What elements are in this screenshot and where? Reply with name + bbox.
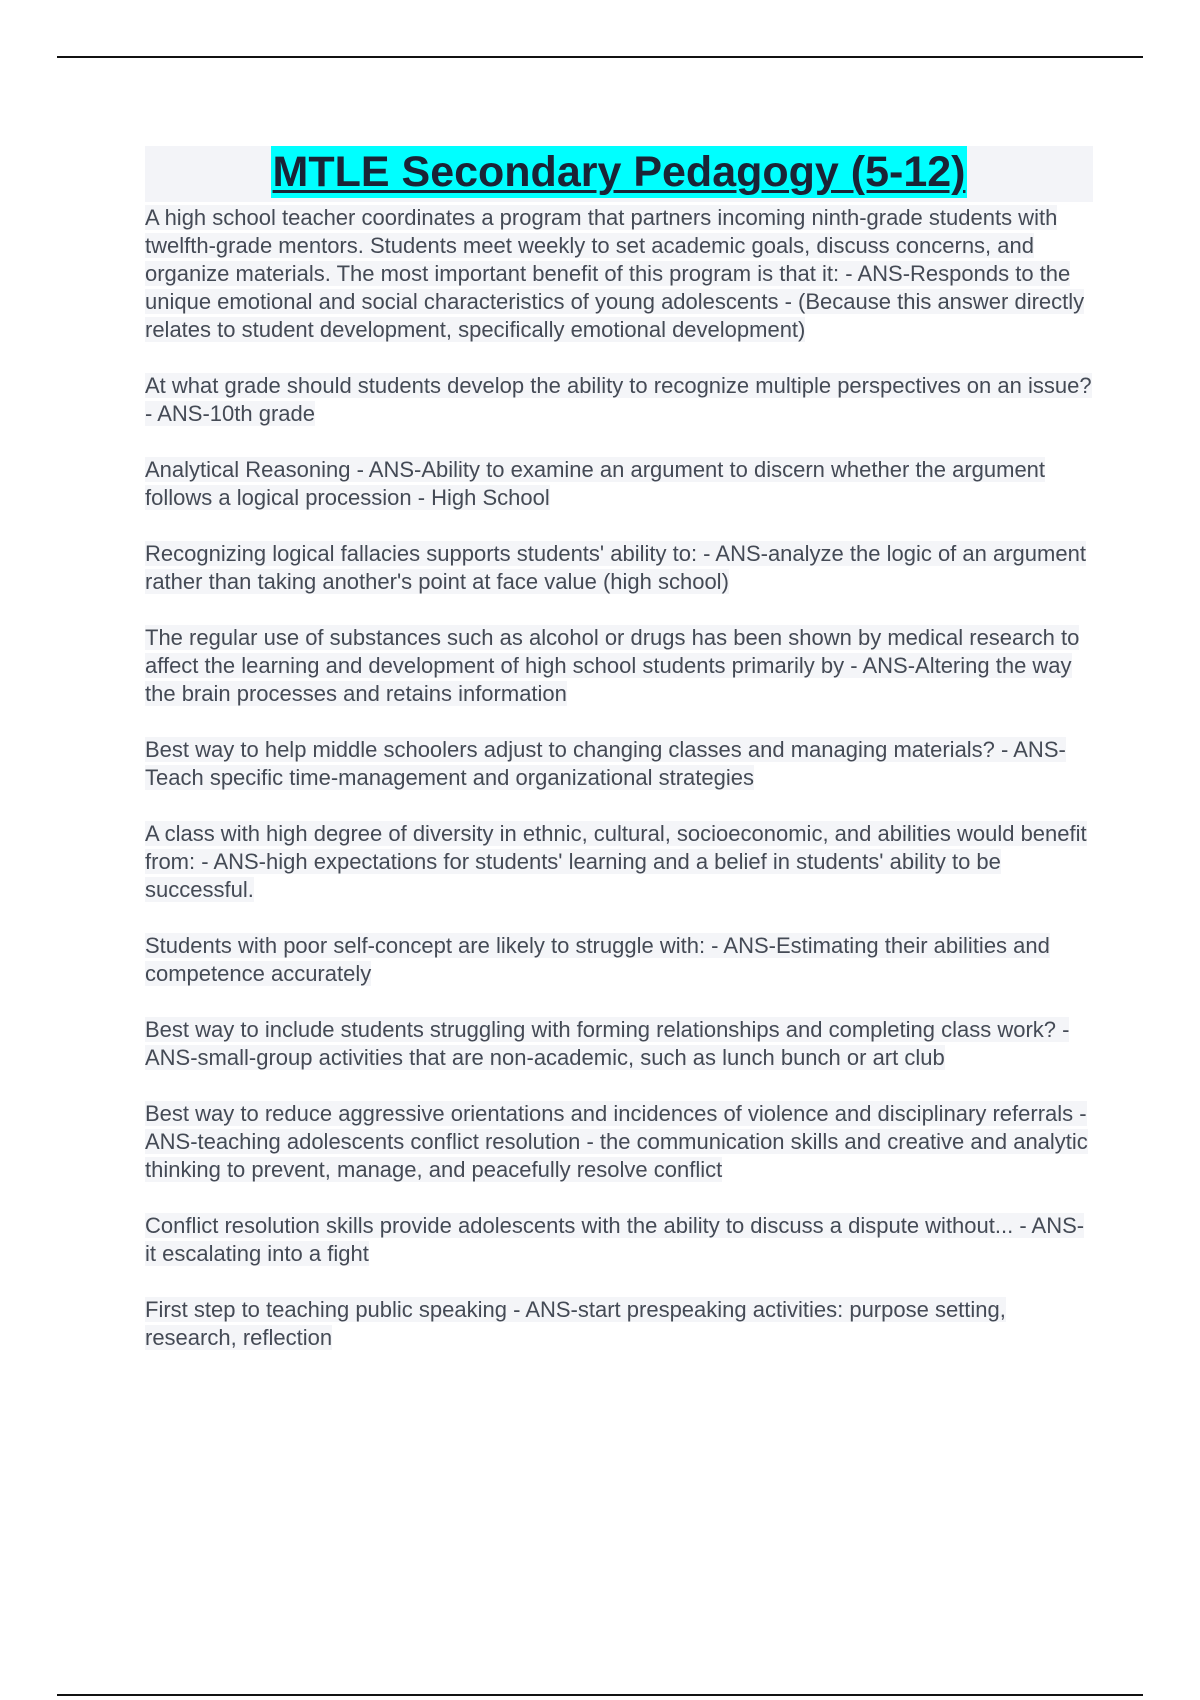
title-band (145, 146, 1093, 202)
qa-item: Best way to help middle schoolers adjust to changing classes and managing materials? - ANS-Teach specific time-management and organizational strategies (145, 737, 1066, 790)
header-rule (57, 56, 1143, 58)
qa-item: At what grade should students develop the ability to recognize multiple perspectives on an issue? - ANS-10th grade (145, 373, 1092, 426)
qa-list (145, 204, 1093, 1352)
qa-item: Students with poor self-concept are likely to struggle with: - ANS-Estimating their abilities and competence accurately (145, 933, 1050, 986)
document-body (145, 146, 1093, 1380)
qa-item: The regular use of substances such as alcohol or drugs has been shown by medical research to affect the learning and development of high school students primarily by - ANS-Altering the way the brain processes and retains information (145, 625, 1080, 706)
qa-item: Best way to include students struggling with forming relationships and completing class work? - ANS-small-group activities that are non-academic, such as lunch bunch or art club (145, 1017, 1070, 1070)
qa-item: Best way to reduce aggressive orientations and incidences of violence and disciplinary referrals - ANS-teaching adolescents conflict resolution - the communication skills and creative and analytic thinking to prevent, manage, and peacefully resolve conflict (145, 1101, 1088, 1182)
qa-item: Analytical Reasoning - ANS-Ability to examine an argument to discern whether the argument follows a logical procession - High School (145, 457, 1046, 510)
qa-item: A high school teacher coordinates a program that partners incoming ninth-grade students with twelfth-grade mentors. Students meet weekly to set academic goals, discuss concerns, and organize materials. The most important benefit of this program is that it: - ANS-Responds to the unique emotional and social characteristics of young adolescents - (Because this answer directly relates to student development, specifically emotional development) (145, 205, 1085, 342)
qa-item: Recognizing logical fallacies supports students' ability to: - ANS-analyze the logic of an argument rather than taking another's point at face value (high school) (145, 541, 1086, 594)
qa-item: Conflict resolution skills provide adolescents with the ability to discuss a dispute without... - ANS-it escalating into a fight (145, 1213, 1085, 1266)
footer-rule (57, 1694, 1143, 1696)
qa-item: A class with high degree of diversity in ethnic, cultural, socioeconomic, and abilities would benefit from: - ANS-high expectations for students' learning and a belief in students' ability to be successful. (145, 821, 1087, 902)
page-title: MTLE Secondary Pedagogy (5-12) (272, 148, 966, 196)
qa-item: First step to teaching public speaking - ANS-start prespeaking activities: purpose setting, research, reflection (145, 1297, 1006, 1350)
